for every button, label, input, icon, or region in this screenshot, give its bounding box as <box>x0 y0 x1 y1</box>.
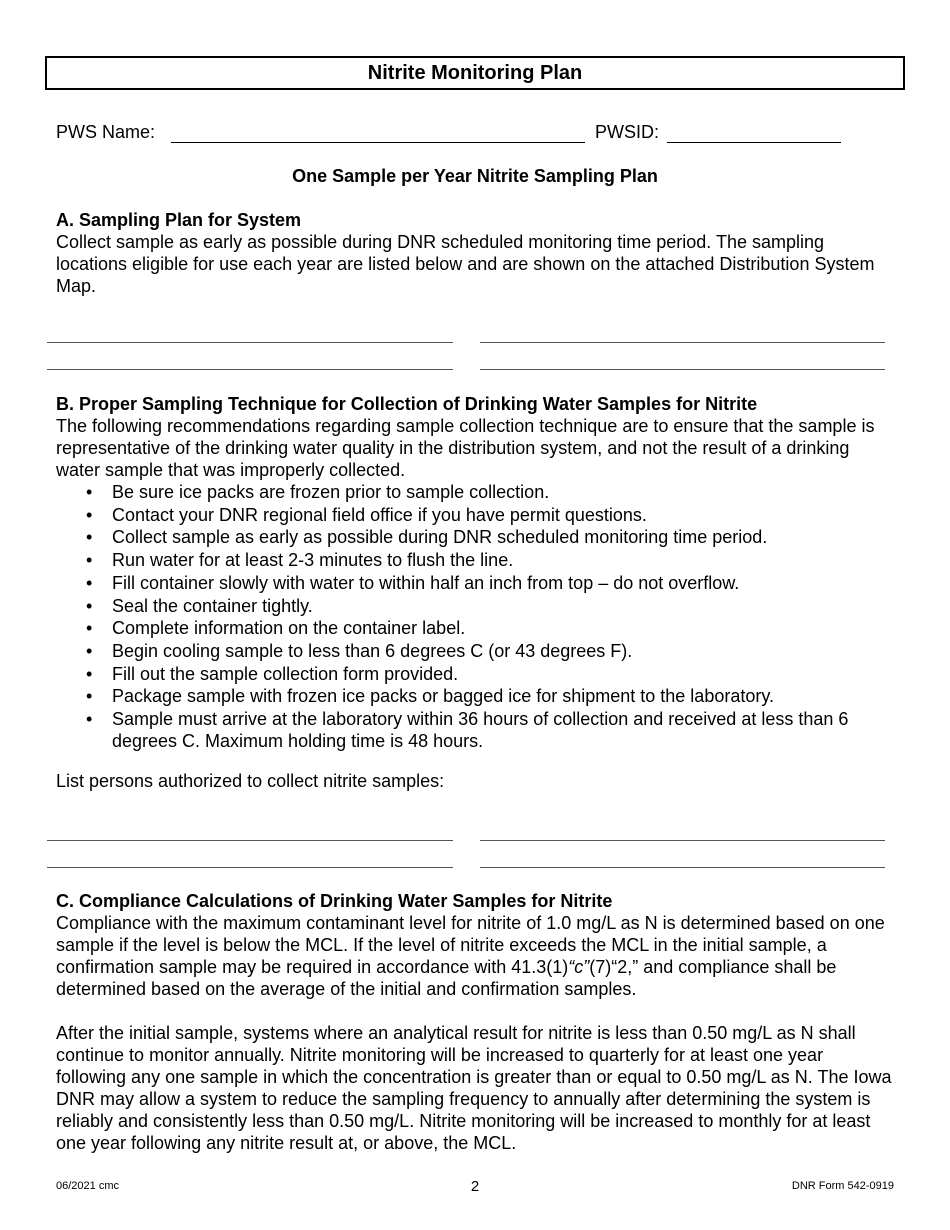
plan-subtitle: One Sample per Year Nitrite Sampling Plan <box>292 166 658 186</box>
footer-date: 06/2021 cmc <box>56 1180 119 1192</box>
list-item: • Complete information on the container label. <box>86 618 466 639</box>
authorized-line-1[interactable] <box>47 840 453 841</box>
footer-form-number: DNR Form 542-0919 <box>791 1180 894 1192</box>
location-line-1[interactable] <box>47 342 453 343</box>
page-number: 2 <box>470 1178 480 1195</box>
sampling-steps-list <box>56 481 896 752</box>
section-b-intro: The following recommendations regarding sample collection technique are to ensure that the sample is representative of the drinking water quality in the distribution system, and not the result of a drinking water sample that was improperly collected. <box>56 416 875 480</box>
list-item: • Begin cooling sample to less than 6 degrees C (or 43 degrees F). <box>86 640 633 661</box>
pwsid-label: PWSID: <box>595 122 660 142</box>
pws-name-label: PWS Name: <box>56 122 156 142</box>
pws-info-row <box>56 122 841 143</box>
list-item: • Collect sample as early as possible during DNR scheduled monitoring time period. <box>86 527 768 548</box>
pwsid-field[interactable] <box>667 122 841 143</box>
section-c <box>56 890 896 1154</box>
location-line-4[interactable] <box>480 369 885 370</box>
section-a-body: Collect sample as early as possible during DNR scheduled monitoring time period. The sampling locations eligible for use each year are listed below and are shown on the attached Distribution System Map. <box>56 232 875 296</box>
page-title: Nitrite Monitoring Plan <box>45 56 905 90</box>
authorized-line-4[interactable] <box>480 867 885 868</box>
section-c-heading: C. Compliance Calculations of Drinking Water Samples for Nitrite <box>56 891 613 911</box>
list-item: • Package sample with frozen ice packs or bagged ice for shipment to the laboratory. <box>86 686 775 707</box>
list-item: • Fill container slowly with water to within half an inch from top – do not overflow. <box>86 572 740 593</box>
authorized-line-2[interactable] <box>480 840 885 841</box>
section-b <box>56 393 896 752</box>
section-a-heading: A. Sampling Plan for System <box>56 210 302 230</box>
section-a <box>56 209 896 297</box>
list-item: • Seal the container tightly. <box>86 595 313 616</box>
location-line-2[interactable] <box>480 342 885 343</box>
authorized-persons-label: List persons authorized to collect nitrite samples: <box>56 771 445 791</box>
list-item: • Contact your DNR regional field office if you have permit questions. <box>86 504 647 525</box>
pws-name-field[interactable] <box>171 122 585 143</box>
location-line-3[interactable] <box>47 369 453 370</box>
authorized-line-3[interactable] <box>47 867 453 868</box>
list-item: • Fill out the sample collection form provided. <box>86 663 459 684</box>
list-item: • Sample must arrive at the laboratory within 36 hours of collection and received at less than 6 degrees C. Maximum holding time is 48 hours. <box>86 709 849 752</box>
section-c-para-1: Compliance with the maximum contaminant level for nitrite of 1.0 mg/L as N is determined based on one sample if the level is below the MCL. If the level of nitrite exceeds the MCL in the initial sample, a confirmation sample may be required in accordance with 41.3(1)“c”(7)“2,” and compliance shall be determined based on the average of the initial and confirmation samples. <box>56 913 885 999</box>
section-b-heading: B. Proper Sampling Technique for Collection of Drinking Water Samples for Nitrite <box>56 394 758 414</box>
section-c-para-2: After the initial sample, systems where an analytical result for nitrite is less than 0.50 mg/L as N shall continue to monitor annually. Nitrite monitoring will be increased to quarterly for at least one year following any one sample in which the concentration is greater than or equal to 0.50 mg/L as N. The Iowa DNR may allow a system to reduce the sampling frequency to annually after determining the system is reliably and consistently less than 0.50 mg/L. Nitrite monitoring will be increased to monthly for at least one year following any nitrite result at, or above, the MCL. <box>56 1023 892 1153</box>
list-item: • Run water for at least 2-3 minutes to flush the line. <box>86 550 514 571</box>
list-item: • Be sure ice packs are frozen prior to sample collection. <box>86 482 550 502</box>
